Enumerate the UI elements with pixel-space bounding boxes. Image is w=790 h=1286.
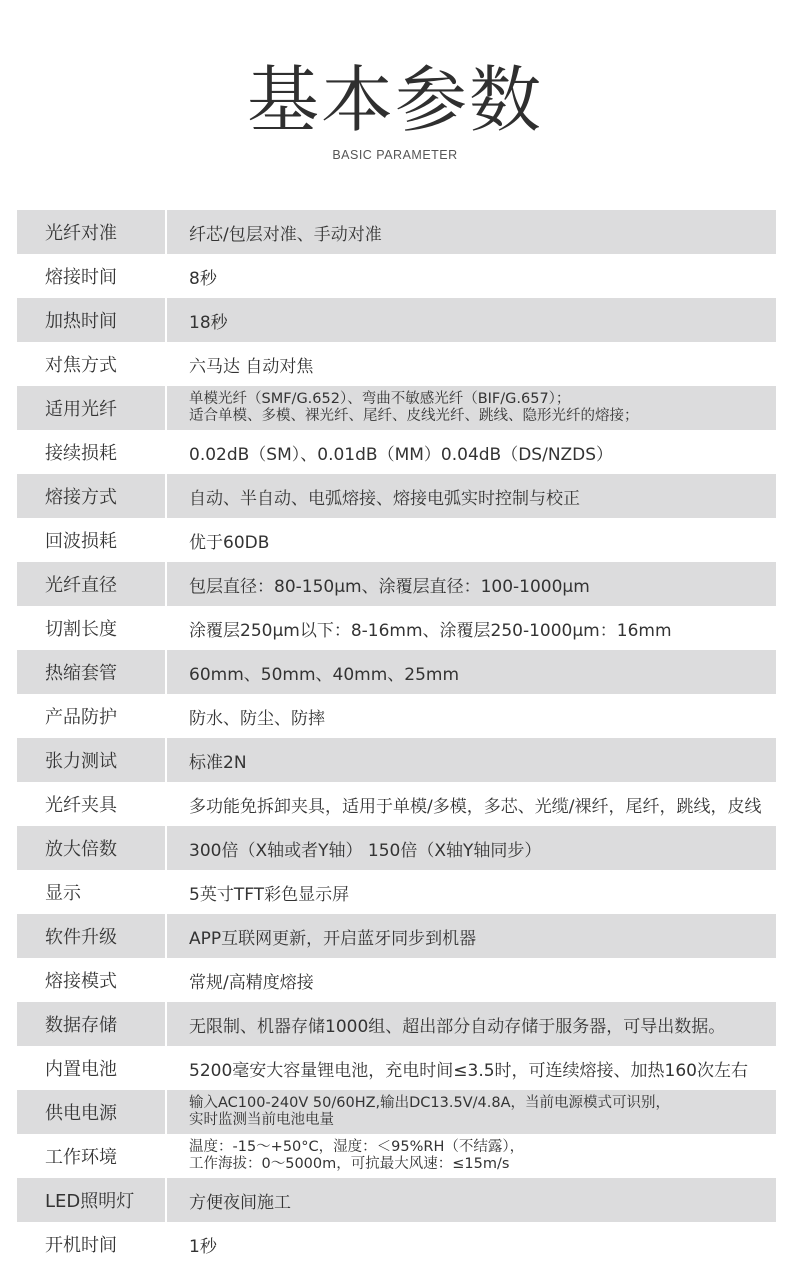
page-subtitle: BASIC PARAMETER [332, 148, 458, 162]
table-row [17, 694, 776, 738]
row-value [167, 518, 776, 562]
row-value [167, 650, 776, 694]
table-row [17, 782, 776, 826]
row-value [167, 1134, 776, 1178]
row-value-line: 常规/高精度熔接 [189, 972, 314, 993]
row-label: 张力测试 [45, 751, 117, 772]
row-label: 回波损耗 [45, 531, 117, 552]
row-value-line: 六马达 自动对焦 [189, 356, 314, 377]
table-row [17, 958, 776, 1002]
table-row [17, 1002, 776, 1046]
row-label: 工作环境 [45, 1147, 117, 1168]
row-label: 加热时间 [45, 311, 117, 332]
row-value [167, 738, 776, 782]
row-value-line: 防水、防尘、防摔 [189, 708, 325, 729]
table-row [17, 342, 776, 386]
row-value-line: 8秒 [189, 268, 217, 289]
row-label: 适用光纤 [45, 399, 117, 420]
row-value [167, 1046, 776, 1090]
row-label: 熔接模式 [45, 971, 117, 992]
row-label: 熔接时间 [45, 267, 117, 288]
row-value-line: 纤芯/包层对准、手动对准 [189, 224, 382, 245]
page-title: 基本参数 [246, 58, 543, 142]
row-value-line: 300倍（X轴或者Y轴） 150倍（X轴Y轴同步） [189, 840, 542, 861]
table-row [17, 518, 776, 562]
table-row [17, 210, 776, 254]
spec-table [17, 210, 776, 1266]
row-label: 熔接方式 [45, 487, 117, 508]
row-label: 光纤对准 [45, 223, 117, 244]
row-value-line: 自动、半自动、电弧熔接、熔接电弧实时控制与校正 [189, 488, 580, 509]
row-value-line: 实时监测当前电池电量 [189, 1112, 334, 1128]
row-value-line: 温度：-15～+50°C，湿度：＜95%RH（不结露）， [189, 1139, 525, 1155]
row-value-line: 方便夜间施工 [189, 1192, 291, 1213]
row-value [167, 782, 776, 826]
row-value [167, 254, 776, 298]
table-row [17, 650, 776, 694]
row-label: 接续损耗 [45, 443, 117, 464]
table-row [17, 562, 776, 606]
row-label: 软件升级 [45, 927, 117, 948]
row-label: 切割长度 [45, 619, 117, 640]
row-value [167, 1090, 776, 1134]
row-label: 内置电池 [45, 1059, 117, 1080]
table-row [17, 1222, 776, 1266]
row-value [167, 430, 776, 474]
row-value-line: 涂覆层250μm以下：8-16mm、涂覆层250-1000μm：16mm [189, 620, 672, 641]
table-row [17, 914, 776, 958]
row-value-line: 适合单模、多模、裸光纤、尾纤、皮线光纤、跳线、隐形光纤的熔接； [189, 408, 639, 424]
row-value-line: 0.02dB（SM）、0.01dB（MM）0.04dB（DS/NZDS） [189, 444, 614, 465]
table-row [17, 298, 776, 342]
row-label: 放大倍数 [45, 839, 117, 860]
row-value [167, 1178, 776, 1222]
table-row [17, 606, 776, 650]
row-value-line: 60mm、50mm、40mm、25mm [189, 664, 460, 685]
table-row [17, 474, 776, 518]
row-value [167, 474, 776, 518]
row-value [167, 298, 776, 342]
row-value [167, 342, 776, 386]
table-row [17, 1090, 776, 1134]
row-value-line: 5英寸TFT彩色显示屏 [189, 884, 350, 905]
row-value-line: 标准2N [189, 752, 247, 773]
row-label: 开机时间 [45, 1235, 117, 1256]
row-value [167, 870, 776, 914]
table-row [17, 826, 776, 870]
row-value [167, 606, 776, 650]
page-header [0, 0, 790, 200]
row-value [167, 210, 776, 254]
row-value [167, 1222, 776, 1266]
row-label: 光纤夹具 [45, 795, 117, 816]
row-label: 热缩套管 [45, 663, 117, 684]
row-value [167, 562, 776, 606]
table-row [17, 1134, 776, 1178]
table-row [17, 738, 776, 782]
row-value-line: 1秒 [189, 1236, 217, 1257]
row-value-line: 单模光纤（SMF/G.652）、弯曲不敏感光纤（BIF/G.657）； [189, 391, 571, 407]
row-value-line: 18秒 [189, 312, 228, 333]
table-row [17, 430, 776, 474]
table-row [17, 1178, 776, 1222]
table-row [17, 254, 776, 298]
row-value-line: APP互联网更新，开启蓝牙同步到机器 [189, 928, 477, 949]
row-value [167, 914, 776, 958]
row-value [167, 694, 776, 738]
row-label: 显示 [45, 883, 81, 904]
table-row [17, 1046, 776, 1090]
row-label: 光纤直径 [45, 575, 117, 596]
row-value [167, 1002, 776, 1046]
row-label: 产品防护 [45, 707, 117, 728]
row-value [167, 826, 776, 870]
row-value-line: 工作海拔：0～5000m，可抗最大风速：≤15m/s [189, 1156, 510, 1172]
row-value-line: 输入AC100-240V 50/60HZ,输出DC13.5V/4.8A，当前电源模式可识别， [189, 1095, 670, 1111]
row-value-line: 无限制、机器存储1000组、超出部分自动存储于服务器，可导出数据。 [189, 1016, 726, 1037]
table-row [17, 870, 776, 914]
row-value-line: 5200毫安大容量锂电池，充电时间≤3.5时，可连续熔接、加热160次左右 [189, 1060, 748, 1081]
row-value [167, 958, 776, 1002]
row-value-line: 多功能免拆卸夹具，适用于单模/多模，多芯、光缆/裸纤，尾纤，跳线，皮线 [189, 796, 762, 817]
row-value-line: 包层直径：80-150μm、涂覆层直径：100-1000μm [189, 576, 590, 597]
row-label: 数据存储 [45, 1015, 117, 1036]
row-label: LED照明灯 [45, 1191, 135, 1212]
row-value [167, 386, 776, 430]
row-label: 对焦方式 [45, 355, 117, 376]
row-label: 供电电源 [45, 1103, 117, 1124]
table-row [17, 386, 776, 430]
row-value-line: 优于60DB [189, 532, 270, 553]
